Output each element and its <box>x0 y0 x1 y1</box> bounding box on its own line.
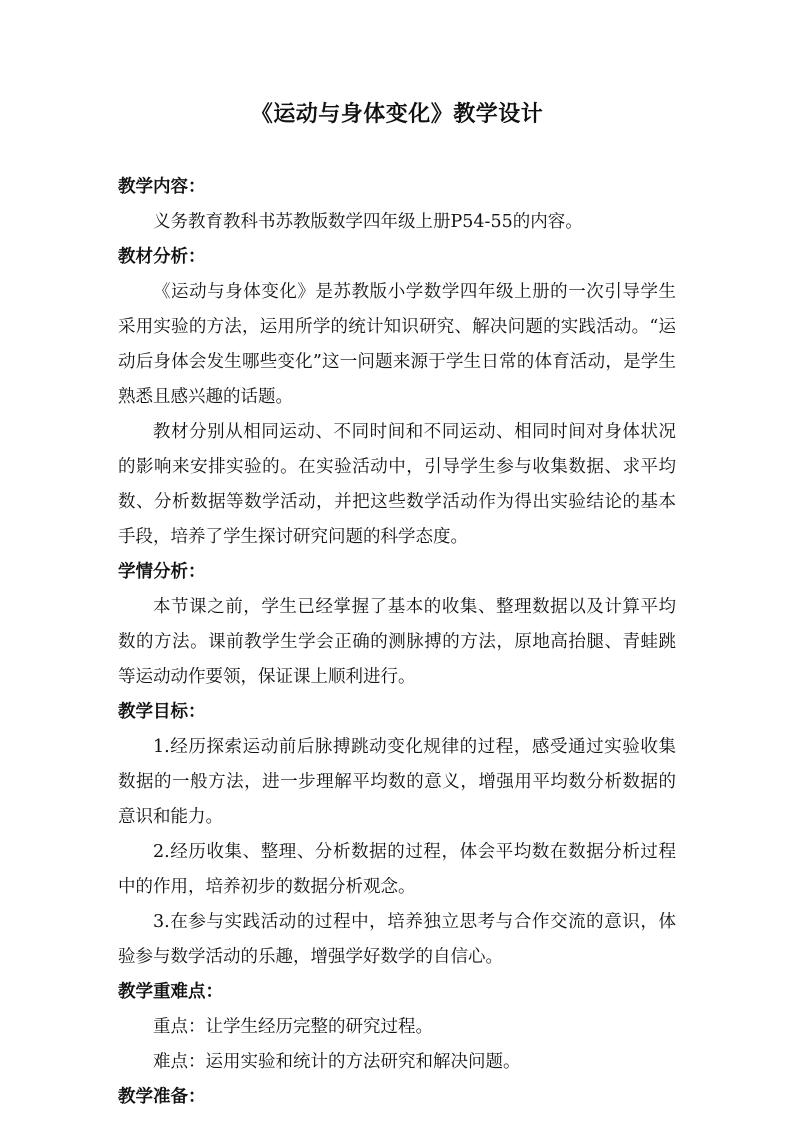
paragraph: 3.在参与实践活动的过程中，培养独立思考与合作交流的意识，体验参与数学活动的乐趣，增强学好数学的自信心。 <box>118 912 676 967</box>
section-heading-material-analysis: 教材分析： <box>118 247 206 267</box>
section-heading-teaching-content: 教学内容： <box>118 177 206 197</box>
document-title: 《运动与身体变化》教学设计 <box>250 101 544 127</box>
paragraph: 教材分别从相同运动、不同时间和不同运动、相同时间对身体状况的影响来安排实验的。在实验活动中，引导学生参与收集数据、求平均数、分析数据等数学活动，并把这些数学活动作为得出实验结论的基本手段，培养了学生探讨研究问题的科学态度。 <box>118 422 676 547</box>
paragraph: 1.经历探索运动前后脉搏跳动变化规律的过程，感受通过实验收集数据的一般方法，进一步理解平均数的意义，增强用平均数分析数据的意识和能力。 <box>118 737 676 827</box>
paragraph: 难点：运用实验和统计的方法研究和解决问题。 <box>153 1052 521 1072</box>
document-body <box>118 170 676 1115</box>
section-heading-teaching-goals: 教学目标： <box>118 702 206 722</box>
paragraph: 重点：让学生经历完整的研究过程。 <box>153 1017 433 1037</box>
section-heading-key-difficult-points: 教学重难点： <box>118 982 223 1002</box>
paragraph: 义务教育教科书苏教版数学四年级上册P54-55的内容。 <box>153 212 583 232</box>
section-heading-student-analysis: 学情分析： <box>118 562 206 582</box>
paragraph: 2.经历收集、整理、分析数据的过程，体会平均数在数据分析过程中的作用，培养初步的数据分析观念。 <box>118 842 676 897</box>
section-heading-teaching-preparation: 教学准备： <box>118 1087 206 1107</box>
paragraph: 本节课之前，学生已经掌握了基本的收集、整理数据以及计算平均数的方法。课前教学生学会正确的测脉搏的方法，原地高抬腿、青蛙跳等运动动作要领，保证课上顺利进行。 <box>118 597 676 687</box>
paragraph: 《运动与身体变化》是苏教版小学数学四年级上册的一次引导学生采用实验的方法，运用所学的统计知识研究、解决问题的实践活动。“运动后身体会发生哪些变化”这一问题来源于学生日常的体育活动，是学生熟悉且感兴趣的话题。 <box>118 282 676 407</box>
